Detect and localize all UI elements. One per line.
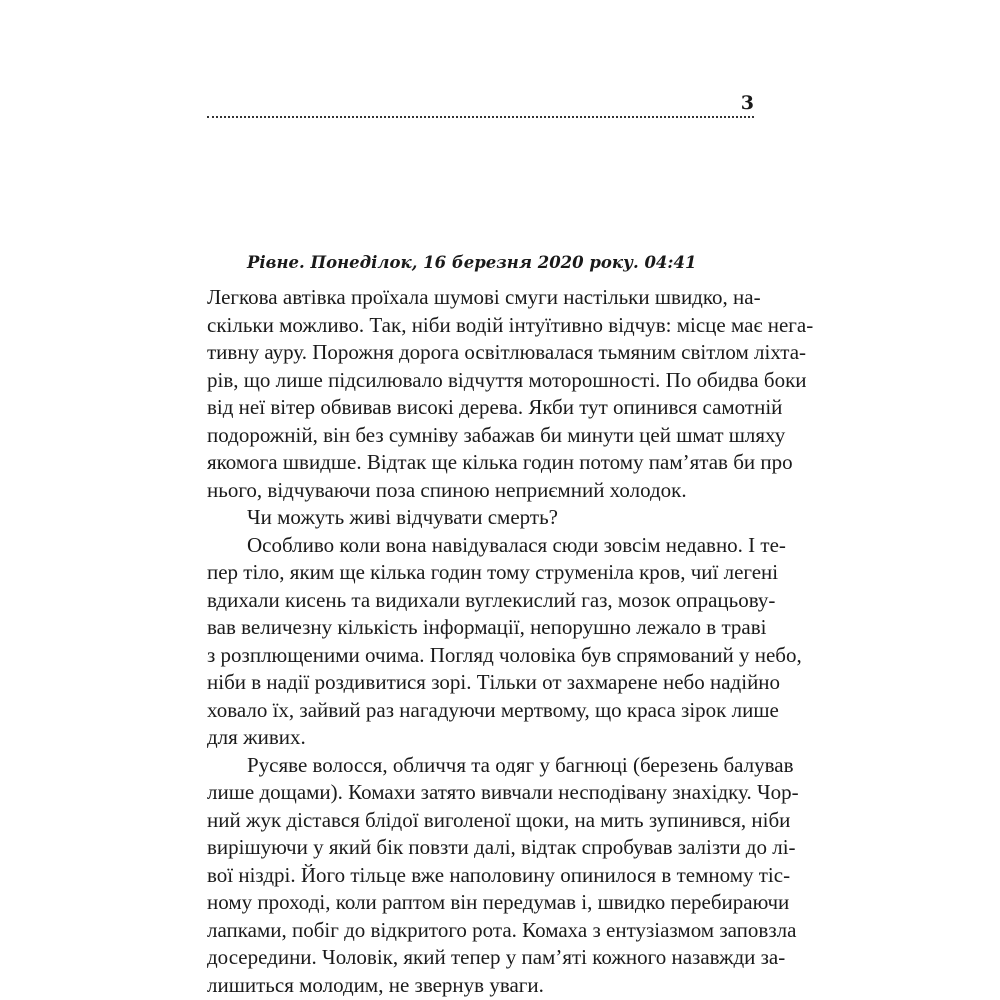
paragraph-4: [207, 752, 799, 1000]
paragraph-3: [207, 532, 802, 752]
text-line: вої ніздрі. Його тільце вже наполовину опинилося в темному тіс-: [207, 862, 791, 887]
header-rule: [207, 116, 754, 118]
text-line: тивну ауру. Порожня дорога освітлювалася тьмяним світлом ліхта-: [207, 340, 807, 364]
paragraph-2: [247, 504, 754, 532]
text-block: [207, 252, 814, 999]
text-line: Русяве волосся, обличчя та одяг у багнюці (березень балував: [247, 752, 794, 777]
page-number: 3: [740, 92, 754, 114]
text-line: від неї вітер обвивав високі дерева. Якби тут опинився самотній: [207, 395, 783, 419]
text-line: з розплющеними очима. Погляд чоловіка був спрямований у небо,: [207, 642, 802, 667]
section-heading: Рівне. Понеділок, 16 березня 2020 року. 04:41: [247, 253, 697, 272]
text-line: ному проході, коли раптом він передумав і, швидко перебираючи: [207, 890, 790, 914]
text-line: лише дощами). Комахи затято вивчали несподівану знахідку. Чор-: [207, 780, 799, 804]
text-line: вирішуючи у який бік повзти далі, відтак спробував залізти до лі-: [207, 835, 796, 859]
text-line: Особливо коли вона навідувалася сюди зовсім недавно. І те-: [247, 532, 786, 557]
text-line: лишиться молодим, не звернув уваги.: [207, 972, 544, 997]
text-line: скільки можливо. Так, ніби водій інтуїтивно відчув: місце має нега-: [207, 312, 814, 337]
paragraph-1: [207, 284, 814, 504]
text-line: якомога швидше. Відтак ще кілька годин потому пам’ятав би про: [207, 450, 793, 474]
text-line: рів, що лише підсилювало відчуття моторошності. По обидва боки: [207, 367, 807, 392]
text-line: ний жук дістався блідої виголеної щоки, на мить зупинився, ніби: [207, 807, 791, 832]
text-line: для живих.: [207, 725, 306, 749]
text-line: Чи можуть живі відчувати смерть?: [247, 505, 558, 529]
text-line: вав величезну кількість інформації, непорушно лежало в траві: [207, 615, 767, 639]
text-line: Легкова автівка проїхала шумові смуги настільки швидко, на-: [207, 285, 761, 309]
text-line: ховало їх, зайвий раз нагадуючи мертвому, що краса зірок лише: [207, 697, 779, 722]
text-line: ніби в надії роздивитися зорі. Тільки от захмарене небо надійно: [207, 670, 781, 694]
text-line: лапками, побіг до відкритого рота. Комаха з ентузіазмом заповзла: [207, 917, 797, 942]
text-line: пер тіло, яким ще кілька годин тому струменіла кров, чиї легені: [207, 560, 779, 584]
text-line: подорожній, він без сумніву забажав би минути цей шмат шляху: [207, 422, 786, 447]
text-line: досередини. Чоловік, який тепер у пам’яті кожного назавжди за-: [207, 945, 786, 969]
text-line: вдихали кисень та видихали вуглекислий газ, мозок опрацьову-: [207, 587, 776, 612]
text-line: нього, відчуваючи поза спиною неприємний холодок.: [207, 477, 687, 502]
